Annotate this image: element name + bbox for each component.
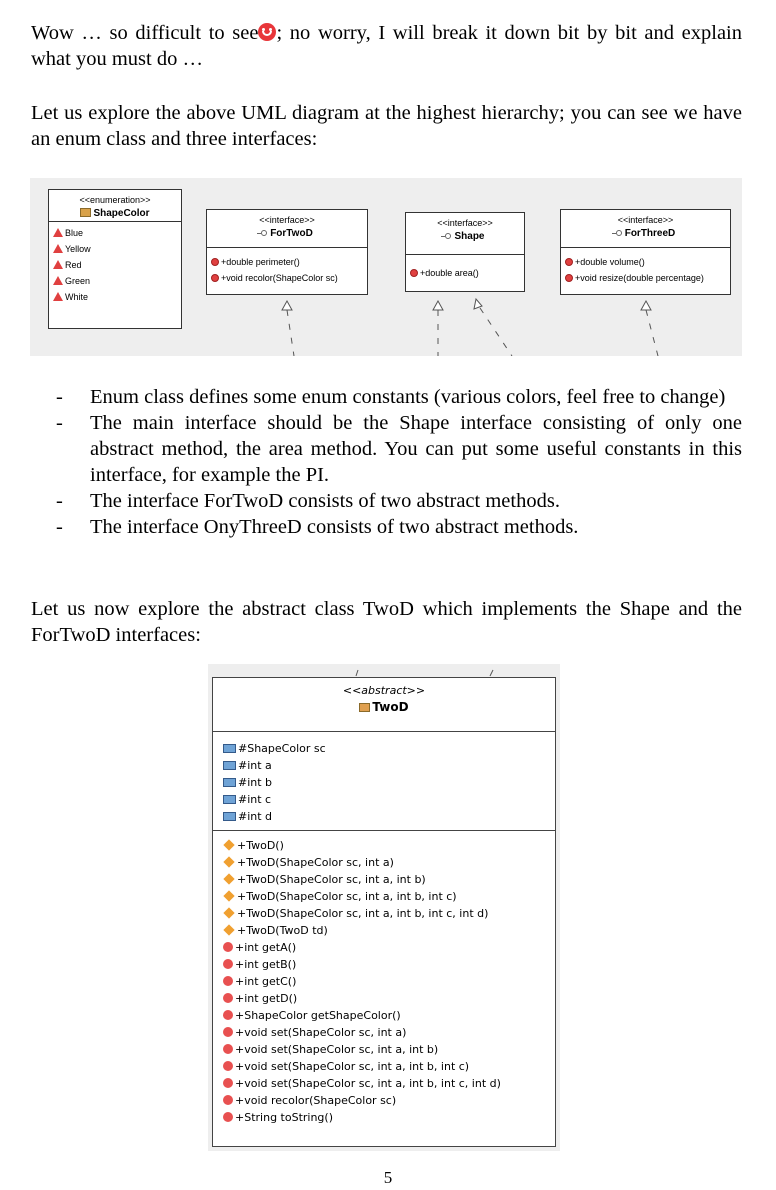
forthreed-name: ForThreeD [561,228,730,239]
method-row: +int getD() [223,990,555,1007]
public-method-icon [223,1027,233,1037]
forthreed-stereotype: <<interface>> [617,215,674,225]
shape-name: Shape [406,231,524,242]
constructor-row: +TwoD(TwoD td) [223,922,555,939]
bullet-item: - The interface ForTwoD consists of two abstract methods. [56,490,560,512]
public-method-icon [223,959,233,969]
constructor-icon [223,839,234,850]
constructor-icon [223,924,234,935]
method-row: +double perimeter() [211,254,363,270]
class-twod-box [212,677,556,1147]
bullet-dash: - [56,516,63,538]
bullet-dash: - [56,490,63,512]
field-icon [223,744,236,753]
method-row: +void set(ShapeColor sc, int a, int b) [223,1041,555,1058]
bullet-item: - Enum class defines some enum constants (various colors, feel free to change) [56,386,726,408]
public-method-icon [223,993,233,1003]
intro-text-start: Wow … so difficult to see [31,22,259,44]
enum-constant: Red [53,257,177,273]
abstract-class-icon [359,703,370,712]
realization-arrows [30,178,742,356]
constructor-icon [223,907,234,918]
attribute-row: #int d [223,808,555,825]
fortwod-stereotype: <<interface>> [259,215,315,225]
twod-operations [213,831,555,1126]
constructor-row: +TwoD(ShapeColor sc, int a, int b, int c) [223,888,555,905]
public-method-icon [223,1061,233,1071]
uml-intro-paragraph: Let us explore the above UML diagram at the highest hierarchy; you can see we have an enum class and three interfaces: [31,102,742,150]
constructor-icon [223,890,234,901]
method-row: +double area() [410,265,520,281]
method-row: +void set(ShapeColor sc, int a, int b, int c, int d) [223,1075,555,1092]
public-method-icon [223,942,233,952]
constructor-row: +TwoD() [223,837,555,854]
twod-name: TwoD [213,700,555,714]
top-connector-stubs [208,664,560,678]
shape-dashed-line-2 [480,308,512,356]
method-row: +void set(ShapeColor sc, int a) [223,1024,555,1041]
twod-stereotype: <<abstract>> [342,684,426,697]
enum-constant: Green [53,273,177,289]
public-method-icon [223,1044,233,1054]
field-icon [223,812,236,821]
attribute-row: #int c [223,791,555,808]
enum-constant: Blue [53,225,177,241]
uml-diagram-interfaces [30,178,742,356]
smiley-icon [258,23,276,41]
twod-header [213,678,555,732]
bullet-dash: - [56,412,63,434]
method-row: +ShapeColor getShapeColor() [223,1007,555,1024]
public-method-icon [223,1010,233,1020]
shape-stereotype: <<interface>> [437,218,493,228]
uml-diagram-twod [208,664,560,1151]
method-row: +void resize(double percentage) [565,270,726,286]
method-row: +int getC() [223,973,555,990]
field-icon [223,778,236,787]
constructor-row: +TwoD(ShapeColor sc, int a, int b) [223,871,555,888]
public-method-icon [223,1095,233,1105]
enum-constant: Yellow [53,241,177,257]
intro-text-end: ; no worry, I will break it down bit by bit and explain what you must do … [31,22,742,70]
constructor-row: +TwoD(ShapeColor sc, int a, int b, int c, int d) [223,905,555,922]
forthreed-arrowhead [641,301,651,310]
intro-paragraph [31,20,742,72]
enum-stereotype: <<enumeration>> [79,195,151,205]
enum-name: ShapeColor [49,208,181,219]
method-row: +int getA() [223,939,555,956]
twod-attributes [213,732,555,831]
method-row: +void set(ShapeColor sc, int a, int b, int c) [223,1058,555,1075]
public-method-icon [223,1078,233,1088]
method-row: +String toString() [223,1109,555,1126]
fortwod-arrowhead [282,301,292,310]
public-method-icon [223,976,233,986]
bullet-item: - The main interface should be the Shape interface consisting of only one abstract method, the area method. You can put some useful constants in this interface, for example the PI. [56,412,742,486]
method-row: +double volume() [565,254,726,270]
constructor-icon [223,873,234,884]
attribute-row: #int b [223,774,555,791]
fortwod-name: ForTwoD [207,228,367,239]
method-row: +void recolor(ShapeColor sc) [211,270,363,286]
bullet-dash: - [56,386,63,408]
bullet-list [56,384,742,540]
fortwod-dashed-line [287,310,294,356]
page-number: 5 [383,1168,393,1187]
bullet-item: - The interface OnyThreeD consists of two abstract methods. [56,516,579,538]
field-icon [223,795,236,804]
field-icon [223,761,236,770]
twod-intro-paragraph: Let us now explore the abstract class TwoD which implements the Shape and the ForTwoD interfaces: [31,598,742,646]
method-row: +void recolor(ShapeColor sc) [223,1092,555,1109]
shape-arrowhead-1 [433,301,443,310]
shape-arrowhead-2 [474,299,482,309]
attribute-row: #ShapeColor sc [223,740,555,757]
attribute-row: #int a [223,757,555,774]
public-method-icon [223,1112,233,1122]
forthreed-dashed-line [646,310,658,356]
constructor-icon [223,856,234,867]
method-row: +int getB() [223,956,555,973]
enum-constant: White [53,289,177,305]
constructor-row: +TwoD(ShapeColor sc, int a) [223,854,555,871]
